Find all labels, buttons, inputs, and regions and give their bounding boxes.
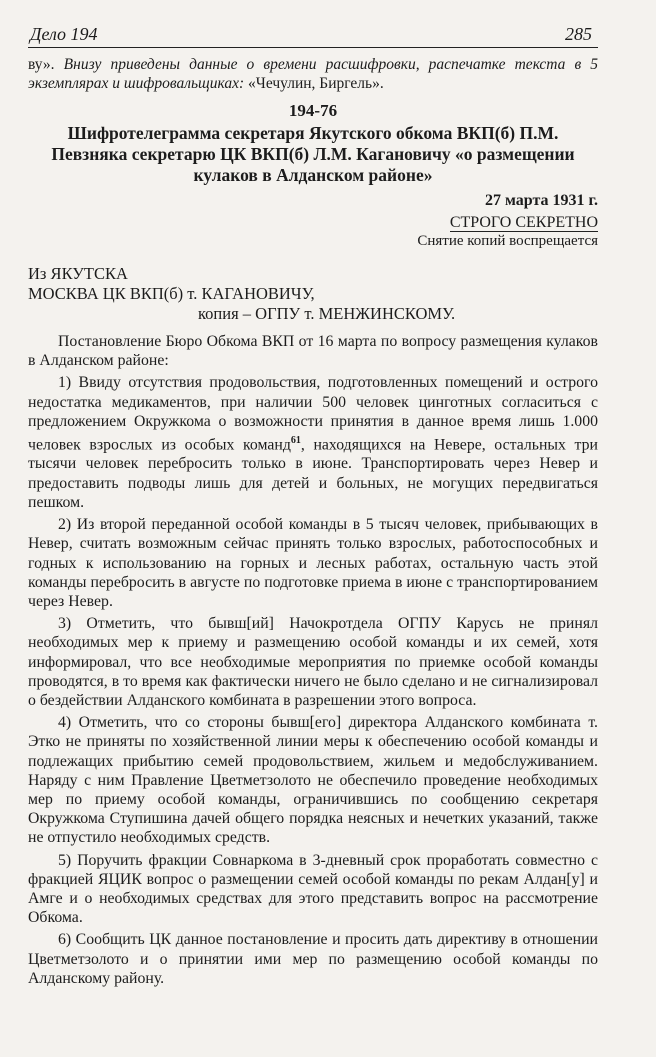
item-1-text-a: 1) Ввиду отсутствия продовольствия, подготовленных помещений и острого недостатка медикаментов, при наличии 500 человек цинготных согласиться с предложением Окружкома о возможности принятия в данное время лишь 1.000 человек взрослых из особых команд (28, 374, 598, 454)
footnote-marker: 61 (290, 435, 301, 447)
item-6-paragraph: 6) Сообщить ЦК данное постановление и просить дать директиву в отношении Цветметзолото и о принятии ими мер по размещению особой команды по Алданскому району. (28, 931, 598, 987)
item-4-paragraph: 4) Отметить, что со стороны бывш[его] директора Алданского комбината т. Этко не приняты по хозяйственной линии меры к обеспечению особой команды и подлежащих прибытию семей продовольствием, жильем и медобслуживанием. Наряду с ним Правление Цветметзолото не обеспечило проведение необходимых мер по приему особой команды, ограничившись по сообщению секретаря Окружкома Ступишина дачей общего порядка неясных и нечетких указаний, также не отпустило необходимых средств. (28, 714, 598, 847)
item-2-paragraph: 2) Из второй переданной особой команды в 5 тысяч человек, прибывающих в Невер, считать возможным сейчас принять только взрослых, работоспособных и годных к использованию на горных и лесных работах, остальную часть этой команды перебросить в августе по подготовке приема в июне с транспортированием через Невер. (28, 516, 598, 610)
header-title: Дело 194 (30, 24, 98, 44)
address-from: Из ЯКУТСКА (28, 264, 128, 283)
document-body (28, 332, 598, 988)
document-number: 194-76 (288, 101, 338, 120)
item-1-text-b: , находящихся на Невере, остальных три тысячи человек перебросить только в июне. Транспортировать через Невер и предоставить подводы лишь для детей и больных, не могущих передвигаться пешком. (28, 436, 598, 511)
item-3-paragraph: 3) Отметить, что бывш[ий] Начокротдела ОГПУ Карусь не принял необходимых мер к приему и размещению особой команды и их семей, хотя информировал, что все необходимые мероприятия по приемке особой команды проводятся, в то время как фактически ничего не было сделано и не сигнализировал о бездействии Алданского комбината в разрешении этого вопроса. (28, 615, 598, 709)
document-page (28, 24, 598, 991)
intro-names: «Чечулин, Биргель». (248, 75, 384, 92)
page-number: 285 (565, 24, 592, 44)
document-date: 27 марта 1931 г. (485, 192, 598, 209)
running-header (28, 24, 598, 48)
copy-notice: Снятие копий воспрещается (417, 233, 598, 249)
item-1-paragraph (28, 373, 598, 512)
address-copy: копия – ОГПУ т. МЕНЖИНСКОМУ. (198, 304, 456, 323)
intro-note (28, 55, 598, 93)
classification-text: СТРОГО СЕКРЕТНО (449, 214, 598, 231)
address-block (28, 264, 598, 324)
classification-stamp (28, 214, 598, 232)
preamble-paragraph: Постановление Бюро Обкома ВКП от 16 марта по вопросу размещения кулаков в Алданском районе: (28, 333, 598, 370)
document-title: Шифротелеграмма секретаря Якутского обкома ВКП(б) П.М. Певзняка секретарю ЦК ВКП(б) Л.М. Кагановичу «о размещении кулаков в Алданском районе» (51, 123, 575, 185)
address-to: МОСКВА ЦК ВКП(б) т. КАГАНОВИЧУ, (28, 284, 315, 303)
intro-italic-text: Внизу приведены данные о времени расшифровки, распечатке текста в 5 экземплярах и шифровальщиках: (28, 56, 598, 92)
item-5-paragraph: 5) Поручить фракции Совнаркома в 3-дневный срок проработать совместно с фракцией ЯЦИК вопрос о размещении семей особой команды по рекам Алдан[у] и Амге и о необходимых средствах для этого представить вопрос на рассмотрение Обкома. (28, 851, 598, 927)
intro-lead: ву». (28, 56, 55, 73)
